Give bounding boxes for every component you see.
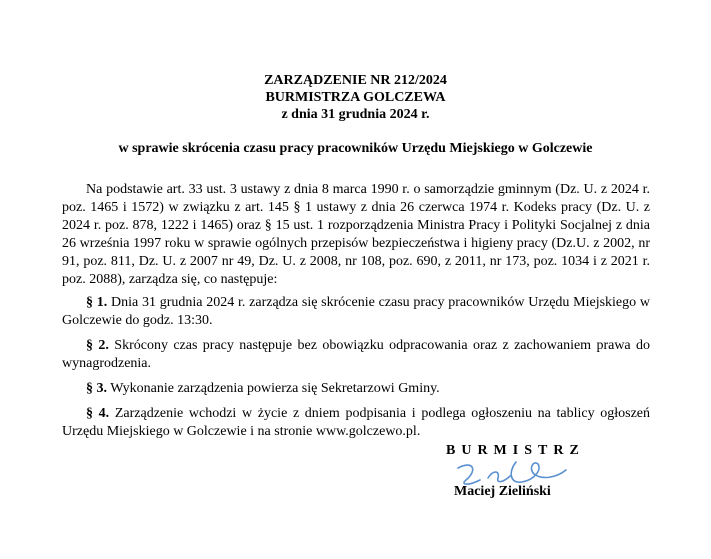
signatory-name: Maciej Zieliński [454, 484, 551, 499]
document-title: ZARZĄDZENIE NR 212/2024 [264, 73, 447, 88]
section-2-text: Skrócony czas pracy następuje bez obowiązku odpracowania oraz z zachowaniem prawa do wynagrodzenia. [62, 338, 651, 371]
legal-basis-paragraph: Na podstawie art. 33 ust. 3 ustawy z dnia 8 marca 1990 r. o samorządzie gminnym (Dz. U. z 2024 r. poz. 1465 i 1572) w związku z art. 145 § 1 ustawy z dnia 26 czerwca 1974 r. Kodeks pracy (Dz. U. z 2024 r. poz. 878, 1222 i 1465) oraz § 15 ust. 1 rozporządzenia Ministra Pracy i Polityki Socjalnej z dnia 26 września 1997 roku w sprawie ogólnych przepisów bezpieczeństwa i higieny pracy (Dz.U. z 2002, nr 91, poz. 811, Dz. U. z 2007 nr 49, Dz. U. z 2008, nr 108, poz. 690, z 2011, nr 173, poz. 1034 i z 2021 r. poz. 2088), zarządza się, co następuje: [62, 182, 650, 287]
section-3 [62, 380, 650, 398]
section-1 [62, 294, 650, 330]
section-1-text: Dnia 31 grudnia 2024 r. zarządza się skrócenie czasu pracy pracowników Urzędu Miejskiego w Golczewie do godz. 13:30. [62, 295, 651, 328]
section-2-number: § 2. [86, 338, 109, 353]
section-3-number: § 3. [86, 381, 107, 396]
section-4-text: Zarządzenie wchodzi w życie z dniem podpisania i podlega ogłoszeniu na tablicy ogłoszeń Urzędu Miejskiego w Golczewie i na stronie www.golczewo.pl. [62, 406, 651, 439]
document-date: z dnia 31 grudnia 2024 r. [281, 107, 430, 122]
section-4 [62, 405, 650, 441]
signatory-title: BURMISTRZ [446, 443, 585, 458]
document-subject: w sprawie skrócenia czasu pracy pracowników Urzędu Miejskiego w Golczewie [118, 141, 593, 156]
document-issuer: BURMISTRZA GOLCZEWA [265, 90, 446, 105]
section-1-number: § 1. [86, 295, 108, 310]
section-2 [62, 337, 650, 373]
section-3-text: Wykonanie zarządzenia powierza się Sekretarzowi Gminy. [110, 381, 440, 396]
section-4-number: § 4. [86, 406, 110, 421]
